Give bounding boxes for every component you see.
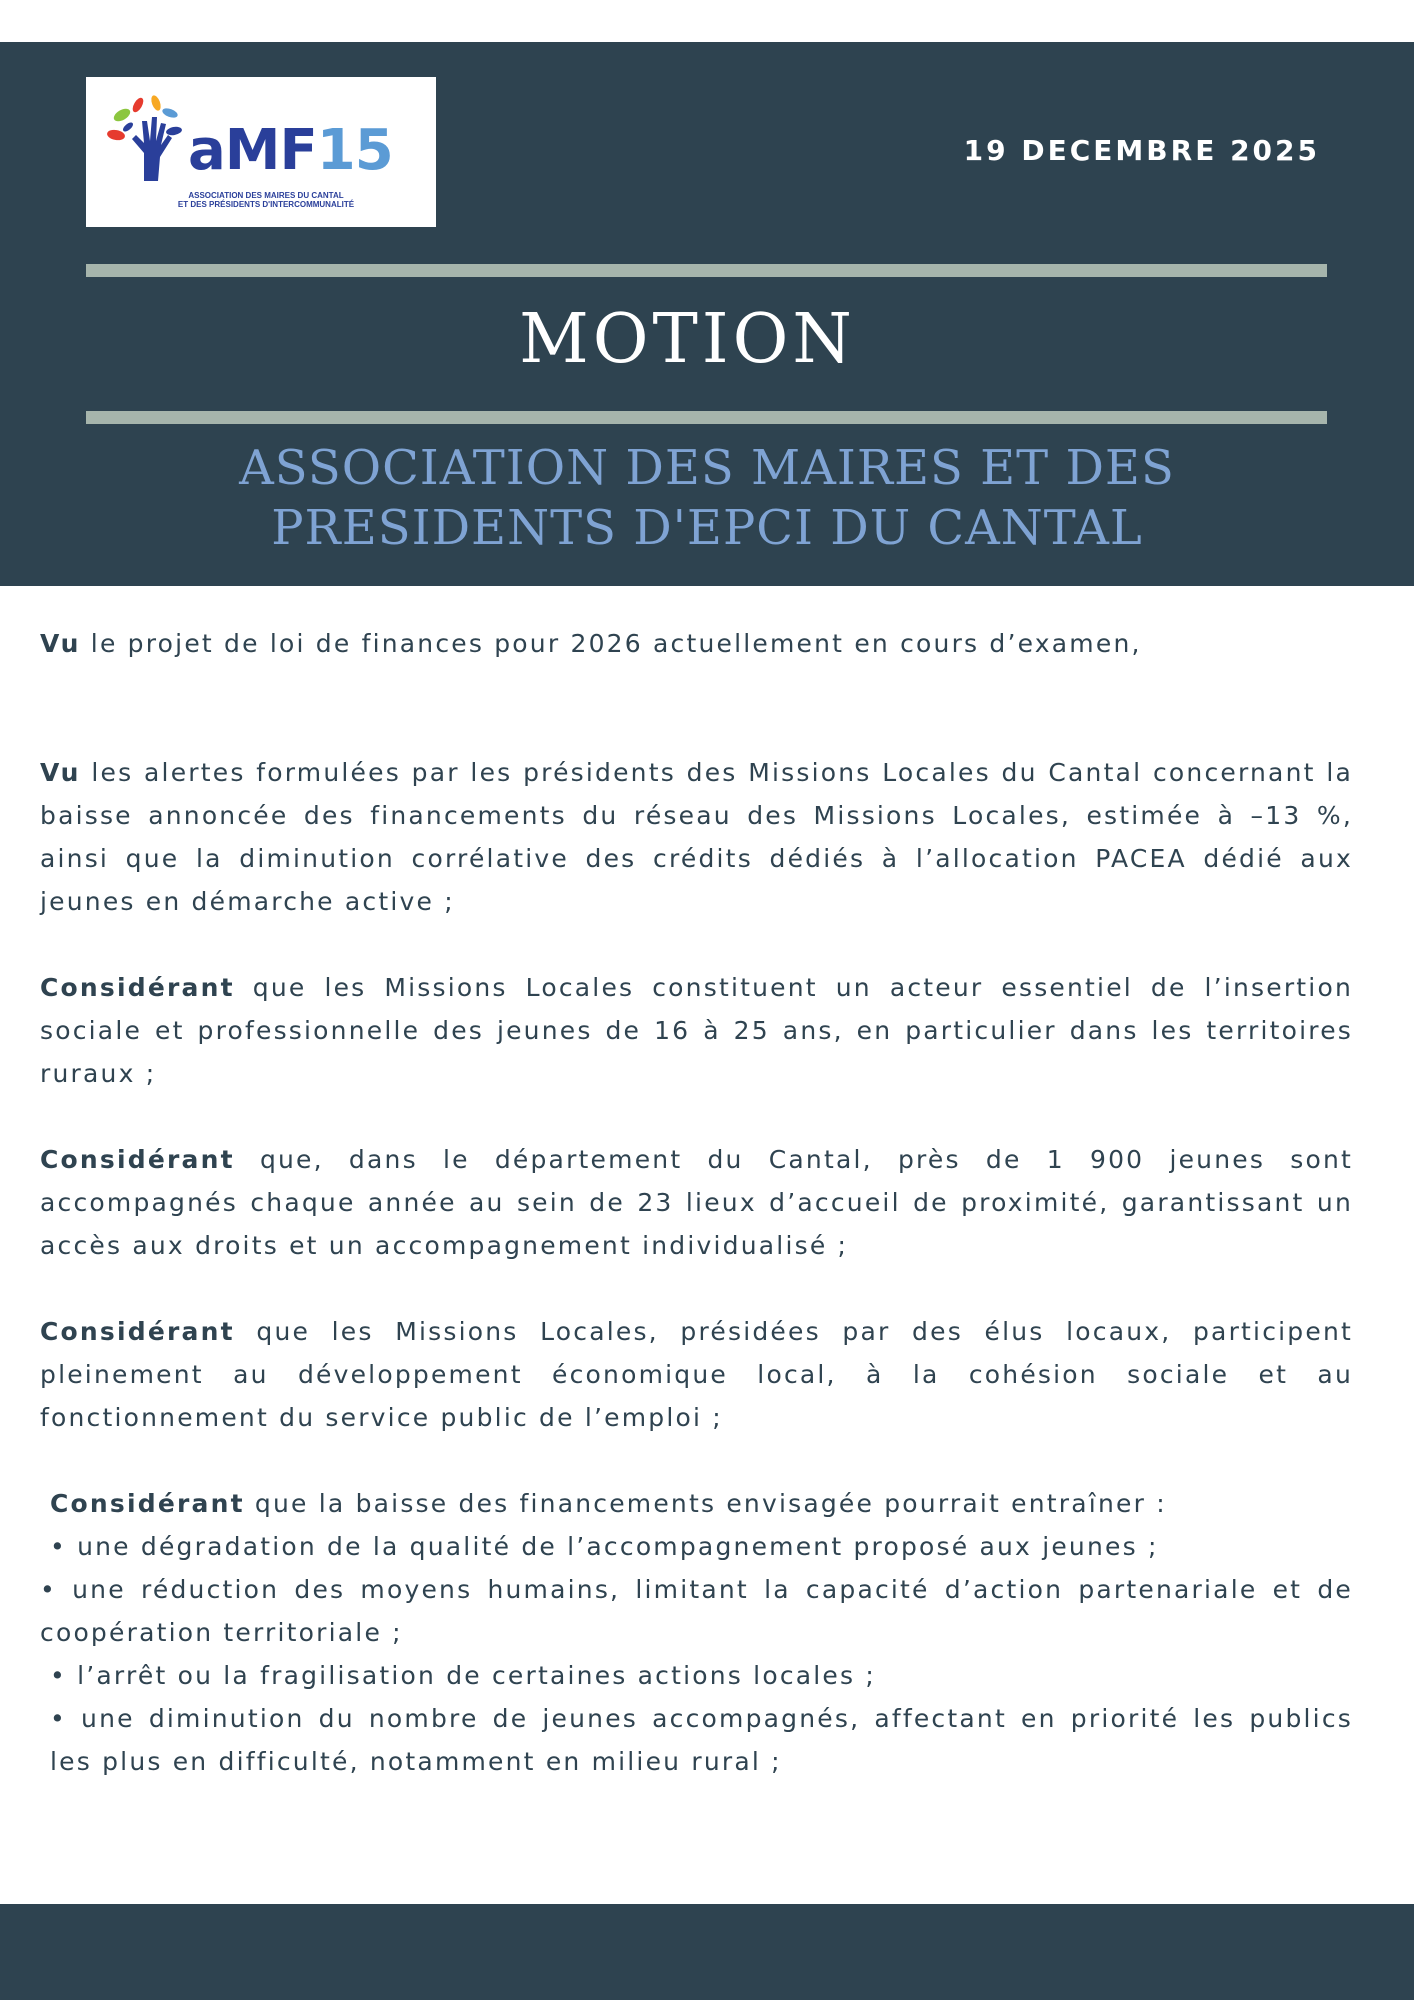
divider-top: [86, 264, 1327, 277]
paragraph-lead: Considérant: [50, 1489, 245, 1518]
footer-band: [0, 1904, 1414, 2000]
paragraph-lead: Considérant: [40, 1145, 235, 1174]
logo-caption-line1: ASSOCIATION DES MAIRES DU CANTAL: [188, 191, 344, 200]
header-banner: [0, 42, 1414, 586]
document-date: 19 DECEMBRE 2025: [963, 134, 1320, 167]
logo-caption: [106, 191, 426, 209]
logo-wordmark: aMF15: [188, 118, 393, 183]
list-item: • une dégradation de la qualité de l’accompagnement proposé aux jeunes ;: [50, 1532, 1159, 1561]
paragraph-text: que les Missions Locales constituent un acteur essentiel de l’insertion sociale et professionnelle des jeunes de 16 à 25 ans, en particulier dans les territoires ruraux ;: [40, 973, 1353, 1088]
paragraph-considerant-2: [40, 1138, 1353, 1267]
association-logo: [86, 77, 436, 227]
paragraph-considerant-1: [40, 966, 1353, 1095]
paragraph-text: que les Missions Locales, présidées par des élus locaux, participent pleinement au développement économique local, à la cohésion sociale et au fonctionnement du service public de l’emploi ;: [40, 1317, 1353, 1432]
list-item: • l’arrêt ou la fragilisation de certaines actions locales ;: [50, 1661, 877, 1690]
page-title: MOTION: [519, 300, 856, 379]
divider-bottom: [86, 411, 1327, 424]
paragraph-considerant-3: [40, 1310, 1353, 1439]
paragraph-intro: [40, 1482, 1353, 1525]
paragraph-text: les alertes formulées par les présidents des Missions Locales du Cantal concernant la baisse annoncée des financements du réseau des Missions Locales, estimée à –13 %, ainsi que la diminution corrélative des crédits dédiés à l’allocation PACEA dédié aux jeunes en démarche active ;: [40, 758, 1353, 916]
paragraph-lead: Considérant: [40, 1317, 235, 1346]
paragraph-considerant-4: [40, 1482, 1353, 1783]
page-subtitle: [0, 438, 1414, 558]
list-item: • une réduction des moyens humains, limitant la capacité d’action partenariale et de coopération territoriale ;: [40, 1575, 1353, 1647]
paragraph-lead: Vu: [40, 629, 81, 658]
subtitle-line-1: ASSOCIATION DES MAIRES ET DES: [239, 440, 1175, 496]
paragraph-text: que, dans le département du Cantal, près de 1 900 jeunes sont accompagnés chaque année au sein de 23 lieux d’accueil de proximité, garantissant un accès aux droits et un accompagnement individualisé ;: [40, 1145, 1353, 1260]
paragraph-lead: Vu: [40, 758, 81, 787]
paragraph-vu-1: [40, 622, 1353, 665]
motion-body: [40, 622, 1353, 1826]
logo-caption-line2: ET DES PRÉSIDENTS D'INTERCOMMUNALITÉ: [177, 200, 355, 209]
paragraph-text: que la baisse des financements envisagée pourrait entraîner :: [244, 1489, 1167, 1518]
hand-tree-logo-icon: [104, 93, 194, 183]
list-item: • une diminution du nombre de jeunes accompagnés, affectant en priorité les publics les plus en difficulté, notamment en milieu rural ;: [50, 1704, 1353, 1776]
subtitle-line-2: PRESIDENTS D'EPCI DU CANTAL: [271, 500, 1143, 556]
paragraph-vu-2: [40, 751, 1353, 923]
paragraph-lead: Considérant: [40, 973, 235, 1002]
paragraph-text: le projet de loi de finances pour 2026 actuellement en cours d’examen,: [80, 629, 1142, 658]
